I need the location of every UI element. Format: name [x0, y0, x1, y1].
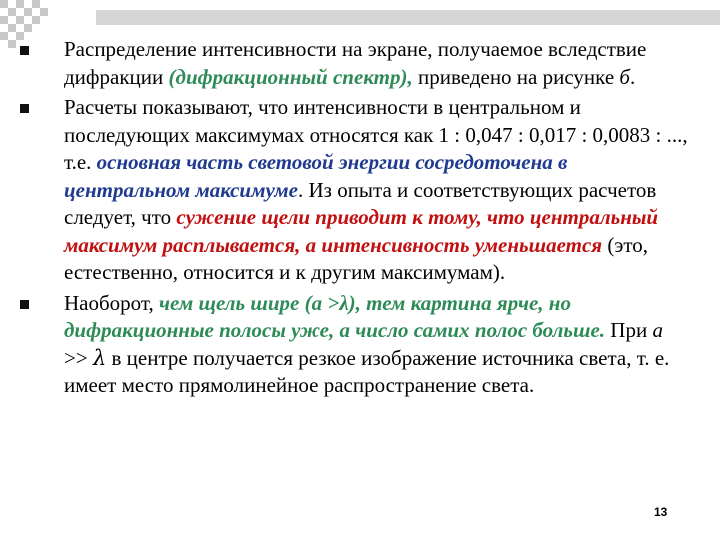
bullet-item-1 [20, 36, 690, 91]
text: Наоборот, [64, 290, 159, 315]
text: >> [64, 345, 93, 370]
variable-a: а [652, 318, 663, 342]
emphasis-green: (дифракционный спектр), [168, 64, 413, 89]
text: (это, естественно, относится и к другим максимумам). [64, 232, 649, 284]
text: Распределение интенсивности на экране, получаемое вследствие дифракции [64, 37, 647, 89]
emphasis-blue: основная часть световой энергии сосредоточена в центральном максимуме [64, 150, 568, 202]
square-bullet-icon [20, 104, 29, 113]
bullet-item-3 [20, 290, 690, 400]
text: . Из опыта и соответствующих расчетов следует, что [64, 177, 657, 229]
lambda-symbol: λ [92, 345, 107, 370]
square-bullet-icon [20, 300, 29, 309]
figure-letter: б [619, 64, 630, 89]
square-bullet-icon [20, 46, 29, 55]
text: в центре получается резкое изображение источника света, т. е. имеет место прямолинейное распространение света. [64, 345, 670, 397]
text: приведено на рисунке [412, 64, 620, 89]
emphasis-green: чем щель шире (а >λ), тем картина ярче, но дифракционные полосы уже, а число самих полос больше. [64, 290, 606, 342]
text: Расчеты показывают, что интенсивности в центральном и последующих максимумах относятся как 1 : 0,047 : 0,017 : 0,0083 : ..., т.е. [64, 95, 688, 174]
slide-content [20, 36, 690, 403]
emphasis-red: сужение щели приводит к тому, что центральный максимум расплывается, а интенсивность уменьшается [64, 205, 659, 257]
page-number: 13 [654, 505, 668, 519]
bullet-item-2 [20, 94, 690, 287]
text: При [605, 318, 653, 342]
text: . [629, 64, 636, 89]
header-bar [96, 10, 720, 25]
